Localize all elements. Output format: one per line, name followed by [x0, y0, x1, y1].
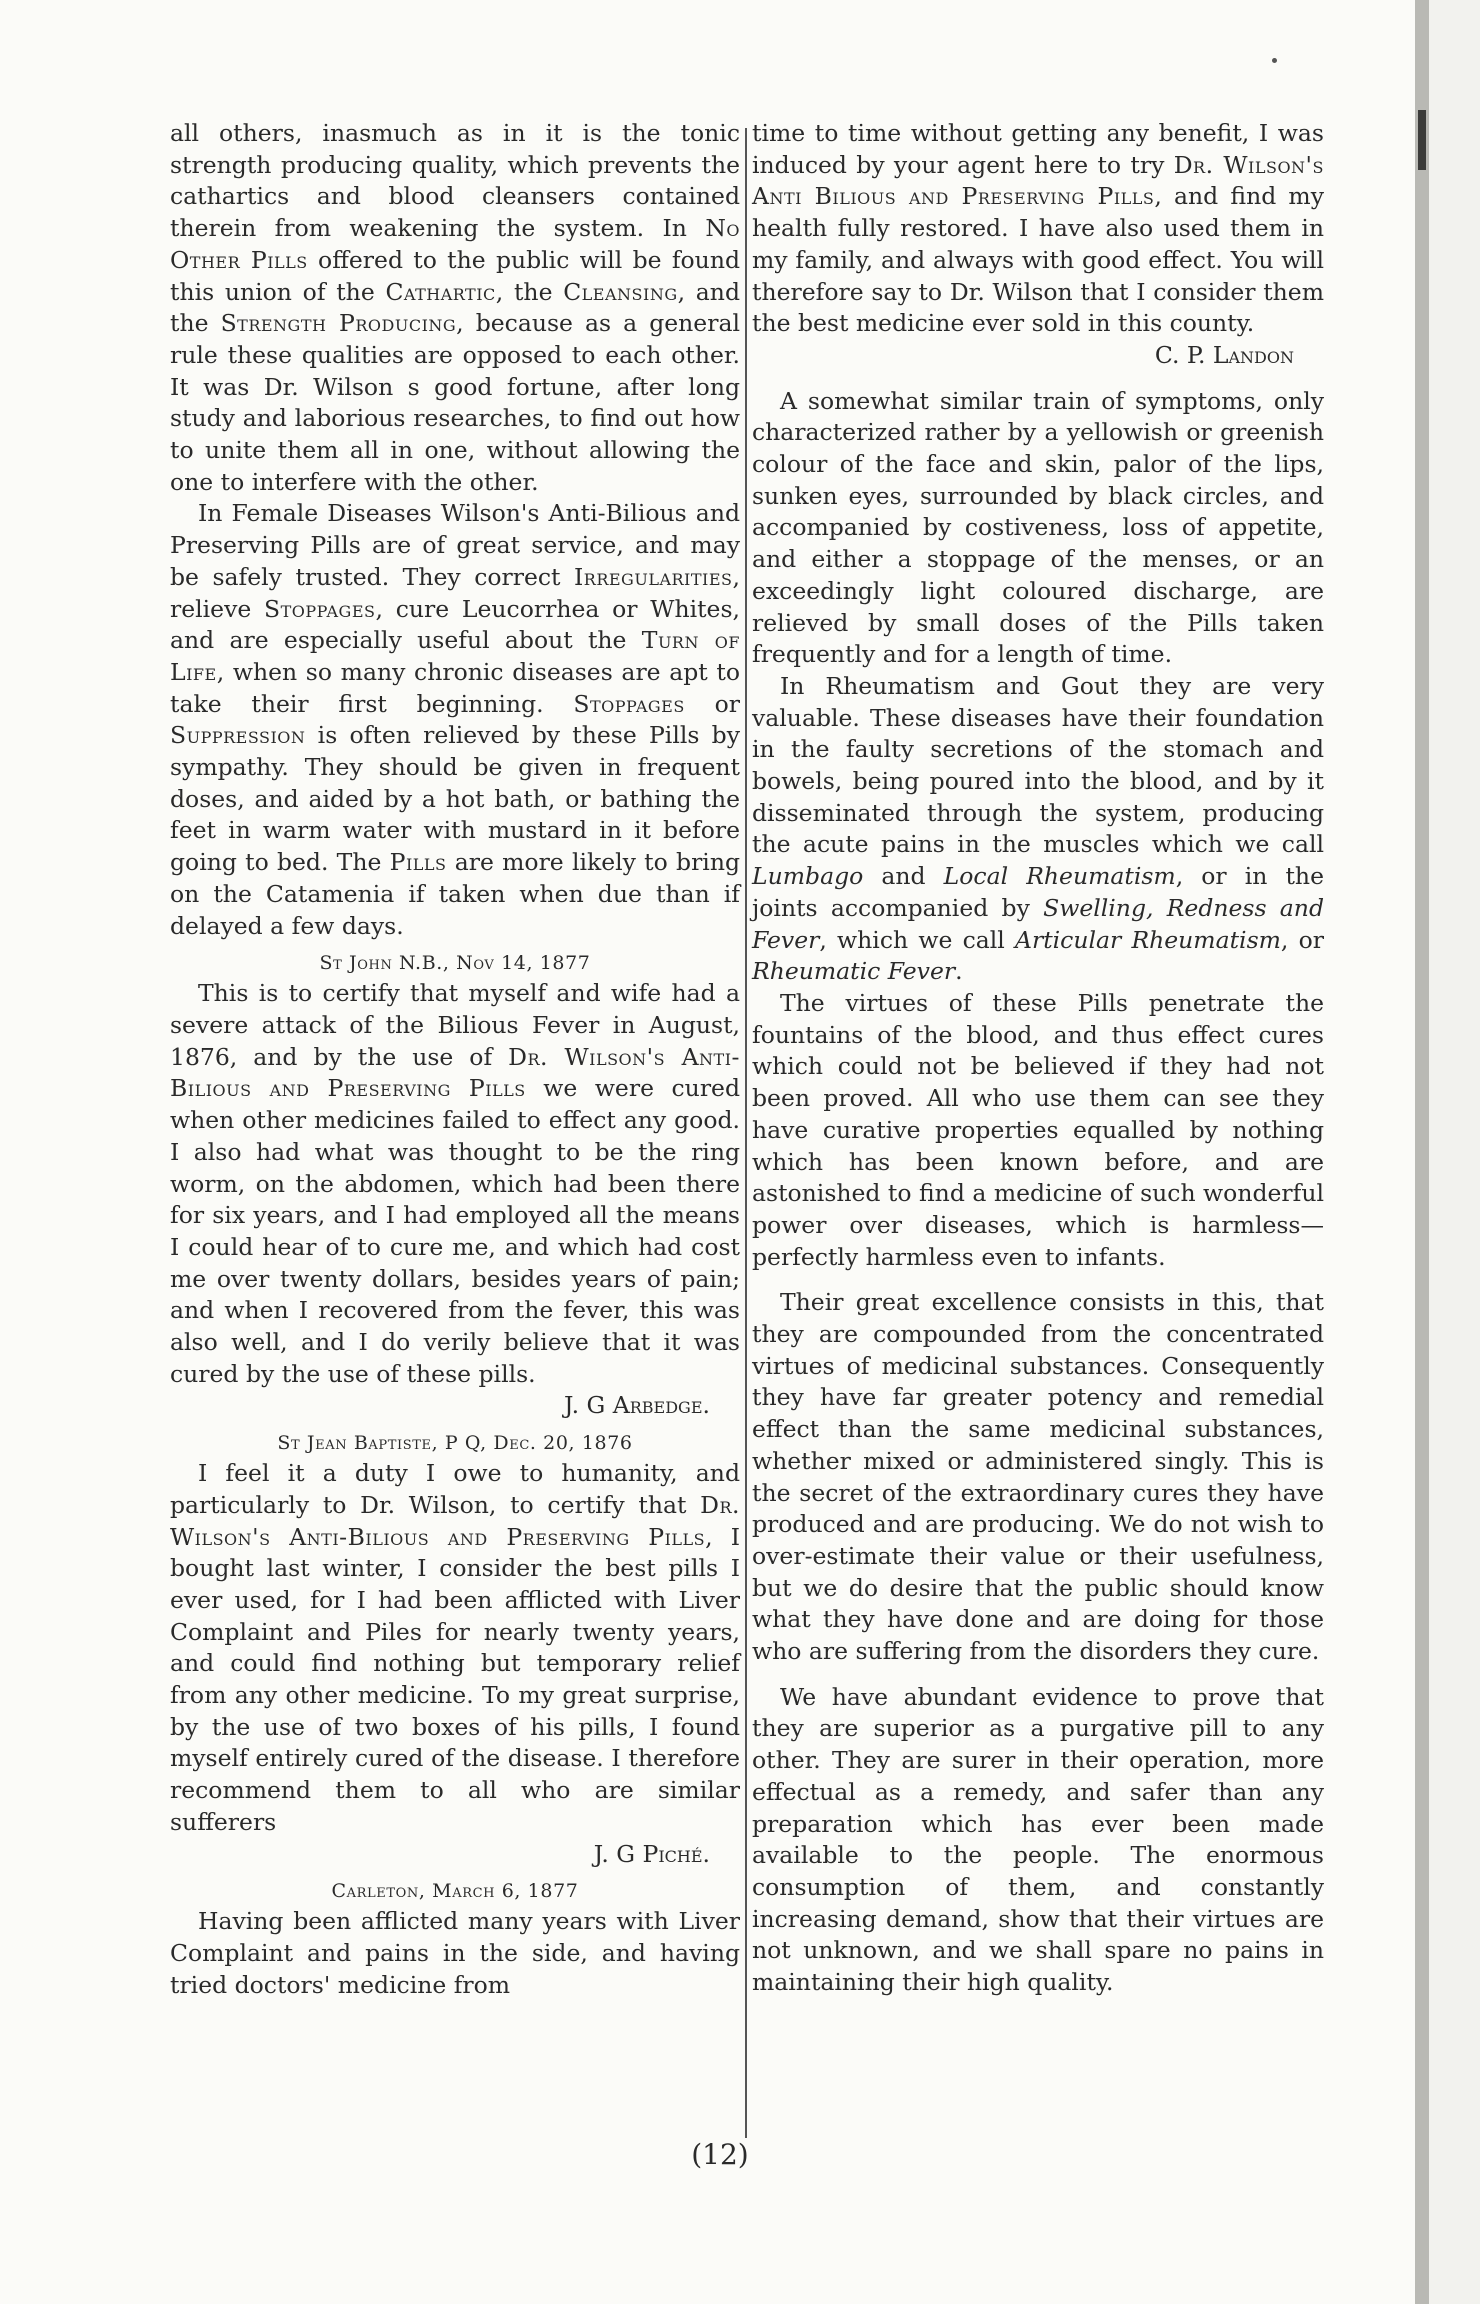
text-run: . [955, 957, 963, 986]
small-caps-run: Strength Producing [220, 309, 457, 338]
small-caps-run: Turn of Life [170, 626, 740, 686]
testimonial-landon-start: Having been afflicted many years with Liver Complaint and pains in the side, and having tried doctors' medicine from [170, 1907, 740, 1999]
paragraph-tonic [170, 118, 740, 498]
text-run: all others, inasmuch as in it is the tonic strength producing quality, which prevents the cathartics and blood cleansers contained therein from weakening the system. In [170, 119, 740, 243]
dateline-carleton: Carleton, March 6, 1877 [331, 1880, 579, 1903]
text-run: , I bought last winter, I consider the best pills I ever used, for I had been afflicted with Liver Complaint and Piles for nearly twenty years, and could find nothing but temporary relief from any other medicine. To my great surprise, by the use of two boxes of his pills, I found myself entirely cured of the disease. I therefore recommend them to all who are similar sufferers [170, 1522, 740, 1836]
text-run: , or [1280, 925, 1324, 954]
testimonial-landon-continued [752, 118, 1324, 372]
italic-run: Articular Rheumatism [1015, 925, 1281, 954]
text-run: , and find my health fully restored. I have also used them in my family, and always with good effect. You will therefore say to Dr. Wilson that I consider them the best medicine ever sold in this county. [752, 182, 1324, 338]
page-number: (12) [691, 2138, 749, 2171]
text-run: are more likely to bring on the Catamenia if taken when due than if delayed a few days. [170, 848, 740, 940]
signature-arbedge: J. G Arbedge. [564, 1391, 710, 1420]
small-caps-run: Dr. Wilson's Anti-Bilious and Preserving Pills [170, 1042, 740, 1103]
text-run: we were cured when other medicines failed to effect any good. I also had what was thought to be the ring worm, on the abdomen, which had been there for six years, and I had employed all the means I could hear of to cure me, and which had cost me over twenty dollars, besides years of pain; and when I recovered from the fever, this was also well, and I do verily believe that it was cured by the use of these pills. [170, 1074, 740, 1388]
text-run: In Rheumatism and Gout they are very valuable. These diseases have their foundation in the faulty secretions of the stomach and bowels, being poured into the blood, and by it disseminated through the system, producing the acute pains in the muscles which we call [752, 671, 1324, 859]
paragraph-excellence: Their great excellence consists in this, that they are compounded from the concentrated virtues of medicinal substances. Consequently they have far greater potency and remedial effect than the same medicinal substances, whether mixed or administered singly. This is the secret of the extraordinary cures they have produced and are producing. We do not wish to over-estimate their value or their usefulness, but we do desire that the public should know what they have done and are doing for those who are suffering from the disorders they cure. [752, 1288, 1324, 1666]
small-caps-run: Cleansing [563, 277, 678, 306]
paragraph-rheumatism [752, 671, 1324, 988]
small-caps-run: Dr. Wilson's Anti-Bilious and Preserving Pills [170, 1490, 740, 1551]
text-run: , relieve [170, 562, 740, 623]
page-edge-mark [1418, 110, 1426, 170]
small-caps-run: Dr. Wilson's Anti Bilious and Preserving Pills [752, 150, 1324, 211]
italic-run: Swelling, Redness and Fever [752, 893, 1324, 954]
small-caps-run: Stoppages [573, 689, 685, 718]
signature-piche: J. G Piché. [593, 1839, 710, 1868]
small-caps-run: Pills [389, 848, 447, 877]
paragraph-symptoms: A somewhat similar train of symptoms, only characterized rather by a yellowish or greenish colour of the face and skin, palor of the lips, sunken eyes, surrounded by black circles, and accompanied by costiveness, loss of appetite, and either a stoppage of the menses, or an exceedingly light coloured discharge, are relieved by small doses of the Pills taken frequently and for a length of time. [752, 386, 1324, 669]
column-rule [745, 128, 747, 2138]
next-page-margin [1429, 0, 1480, 2304]
text-run: In Female Diseases Wilson's Anti-Bilious and Preserving Pills are of great service, and may be safely trusted. They correct [170, 499, 740, 591]
small-caps-run: Suppression [170, 721, 306, 750]
paragraph-evidence: We have abundant evidence to prove that they are superior as a purgative pill to any other. They are surer in their operation, more effectual as a remedy, and safer than any preparation which has ever been made available to the people. The enormous consumption of them, and constantly increasing demand, show that their virtues are not unknown, and we shall spare no pains in maintaining their high quality. [752, 1682, 1324, 1997]
text-run: , cure Leucorrhea or Whites, and are especially useful about the [170, 594, 740, 655]
text-run: is often relieved by these Pills by sympathy. They should be given in frequent doses, and aided by a hot bath, or bathing the feet in warm water with mustard in it before going to bed. The [170, 721, 740, 877]
testimonial-piche [170, 1458, 740, 1870]
italic-run: Rheumatic Fever [752, 957, 956, 986]
dateline-st-jean-baptiste: St Jean Baptiste, P Q, Dec. 20, 1876 [277, 1432, 633, 1455]
text-run: time to time without getting any benefit, I was induced by your agent here to try [752, 119, 1324, 179]
paragraph-female-diseases [170, 498, 740, 942]
text-run: I feel it a duty I owe to humanity, and particularly to Dr. Wilson, to certify that [170, 1459, 740, 1519]
left-column [170, 118, 740, 2001]
text-run: , and the [170, 277, 740, 338]
text-run: , which we call [819, 925, 1015, 954]
text-run: , or in the joints accompanied by [752, 862, 1324, 922]
speck [1272, 58, 1277, 63]
small-caps-run: Stoppages [264, 594, 376, 623]
paragraph-virtues: The virtues of these Pills penetrate the fountains of the blood, and thus effect cures which could not be believed if they had not been proved. All who use them can see they have curative properties equalled by nothing which has been known before, and are astonished to find a medicine of such wonderful power over diseases, which is harmless—perfectly harmless even to infants. [752, 988, 1324, 1271]
text-run: , the [495, 277, 564, 306]
text-run: This is to certify that myself and wife had a severe attack of the Bilious Fever in August, 1876, and by the use of [170, 979, 740, 1071]
small-caps-run: Cathartic [385, 277, 496, 306]
testimonial-arbedge [170, 978, 740, 1422]
text-run: , because as a general rule these qualities are opposed to each other. It was Dr. Wilson s good fortune, after long study and laborious researches, to find out how to unite them all in one, without allowing the one to interfere with the other. [170, 309, 740, 496]
signature-landon: C. P. Landon [1154, 340, 1294, 369]
text-run: or [684, 689, 740, 718]
text-run: , when so many chronic diseases are apt to take their first beginning. [170, 657, 740, 718]
small-caps-run: No Other Pills [170, 214, 740, 274]
text-run: and [863, 862, 944, 891]
italic-run: Local Rheumatism [943, 862, 1176, 891]
text-run: offered to the public will be found this union of the [170, 245, 740, 306]
dateline-st-john: St John N.B., Nov 14, 1877 [319, 952, 591, 975]
small-caps-run: Irregularities [574, 562, 733, 591]
right-column [752, 118, 1324, 1999]
italic-run: Lumbago [752, 862, 864, 891]
page-edge-shadow [1415, 0, 1429, 2304]
